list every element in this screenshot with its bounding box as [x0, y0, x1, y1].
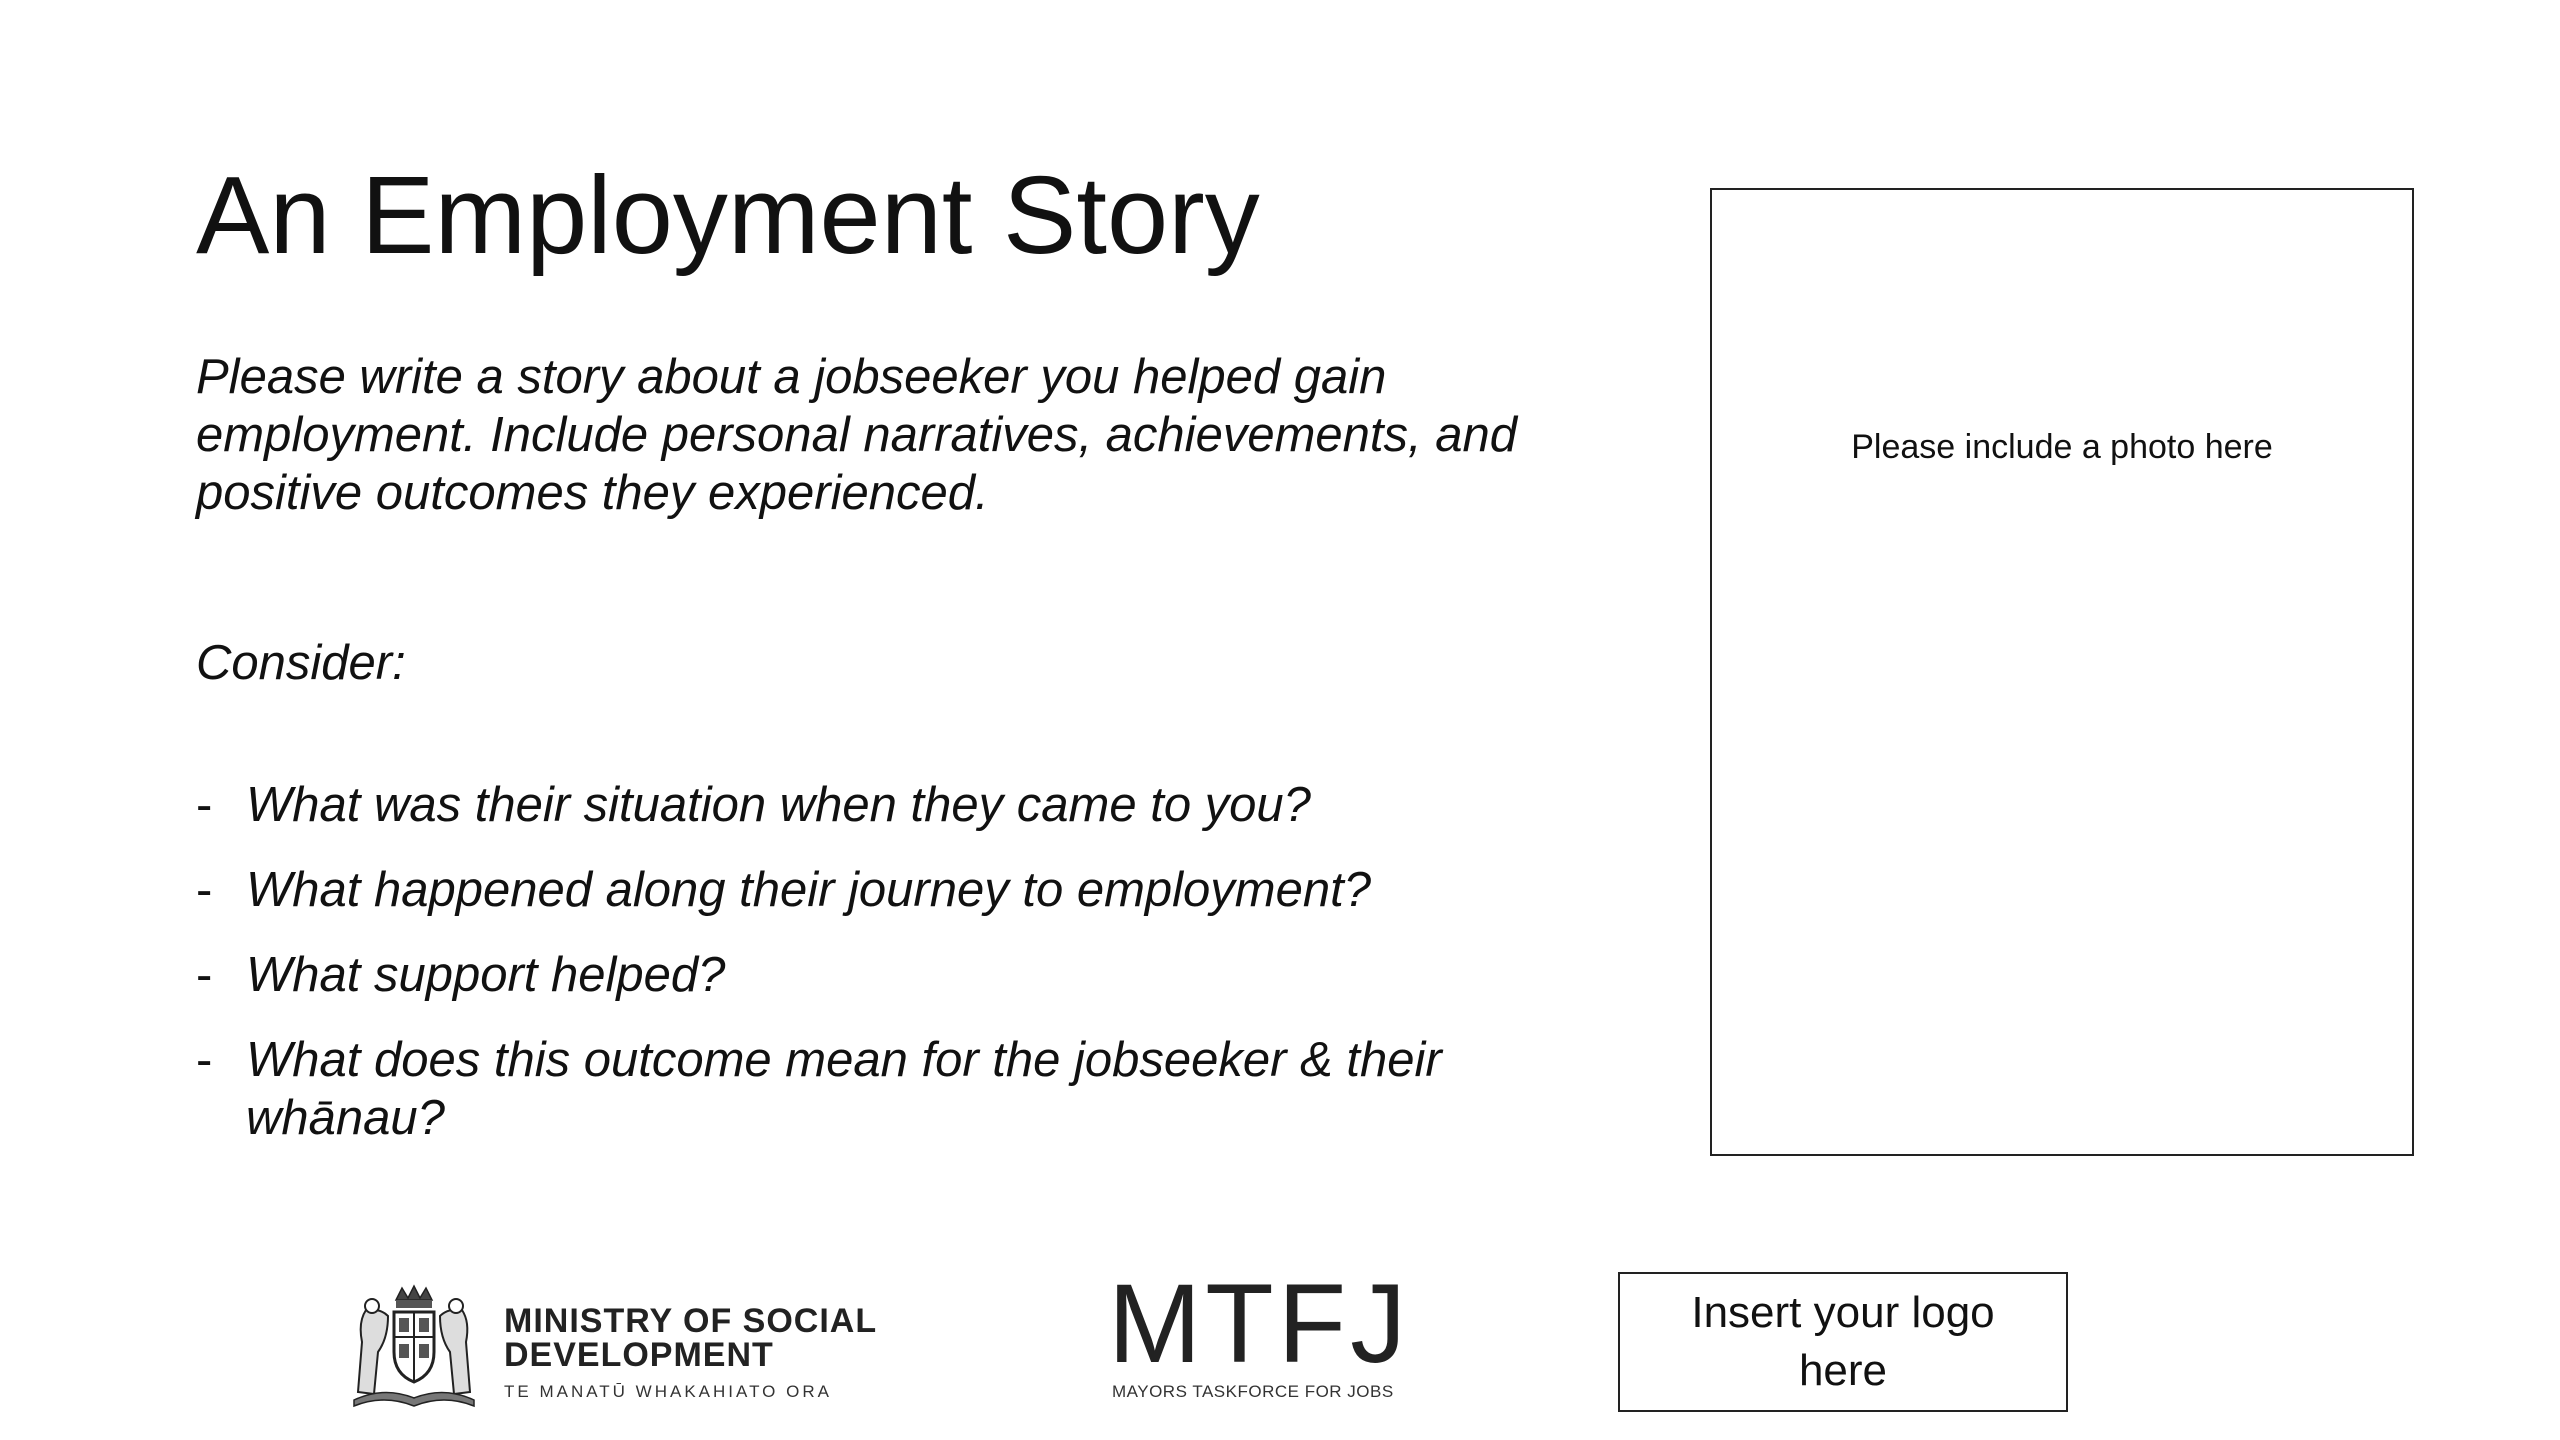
bullet-dash: - [196, 778, 213, 832]
question-text: What happened along their journey to employment? [246, 863, 1371, 917]
mtfj-logo [1108, 1261, 1418, 1418]
nz-coat-of-arms-icon [344, 1282, 484, 1412]
msd-name-line2: DEVELOPMENT [504, 1336, 774, 1374]
question-text: What support helped? [246, 948, 726, 1002]
logo-placeholder[interactable] [1618, 1272, 2068, 1412]
question-item [196, 776, 1596, 834]
msd-name-line1: MINISTRY OF SOCIAL [504, 1302, 878, 1340]
question-item [196, 1031, 1596, 1147]
mtfj-logo-subtitle: MAYORS TASKFORCE FOR JOBS [1112, 1382, 1394, 1401]
photo-placeholder-label: Please include a photo here [1851, 428, 2273, 466]
bullet-dash: - [196, 1033, 213, 1087]
msd-logo [344, 1282, 904, 1412]
question-item [196, 861, 1596, 919]
slide-title: An Employment Story [196, 154, 1260, 277]
question-list [196, 776, 1596, 1174]
bullet-dash: - [196, 863, 213, 917]
question-text: What does this outcome mean for the jobseeker & their whānau? [246, 1033, 1442, 1145]
bullet-dash: - [196, 948, 213, 1002]
mtfj-logo-mark: MTFJ [1108, 1261, 1411, 1386]
logo-placeholder-label: Insert your logo here [1691, 1288, 1995, 1395]
msd-maori-name: TE MANATŪ WHAKAHIATO ORA [504, 1382, 832, 1401]
consider-label: Consider: [196, 636, 406, 690]
question-item [196, 946, 1596, 1004]
question-text: What was their situation when they came to you? [246, 778, 1311, 832]
intro-paragraph: Please write a story about a jobseeker you helped gain employment. Include personal narratives, achievements, and positive outcomes they experienced. [196, 350, 1517, 520]
photo-placeholder[interactable] [1710, 188, 2414, 1156]
